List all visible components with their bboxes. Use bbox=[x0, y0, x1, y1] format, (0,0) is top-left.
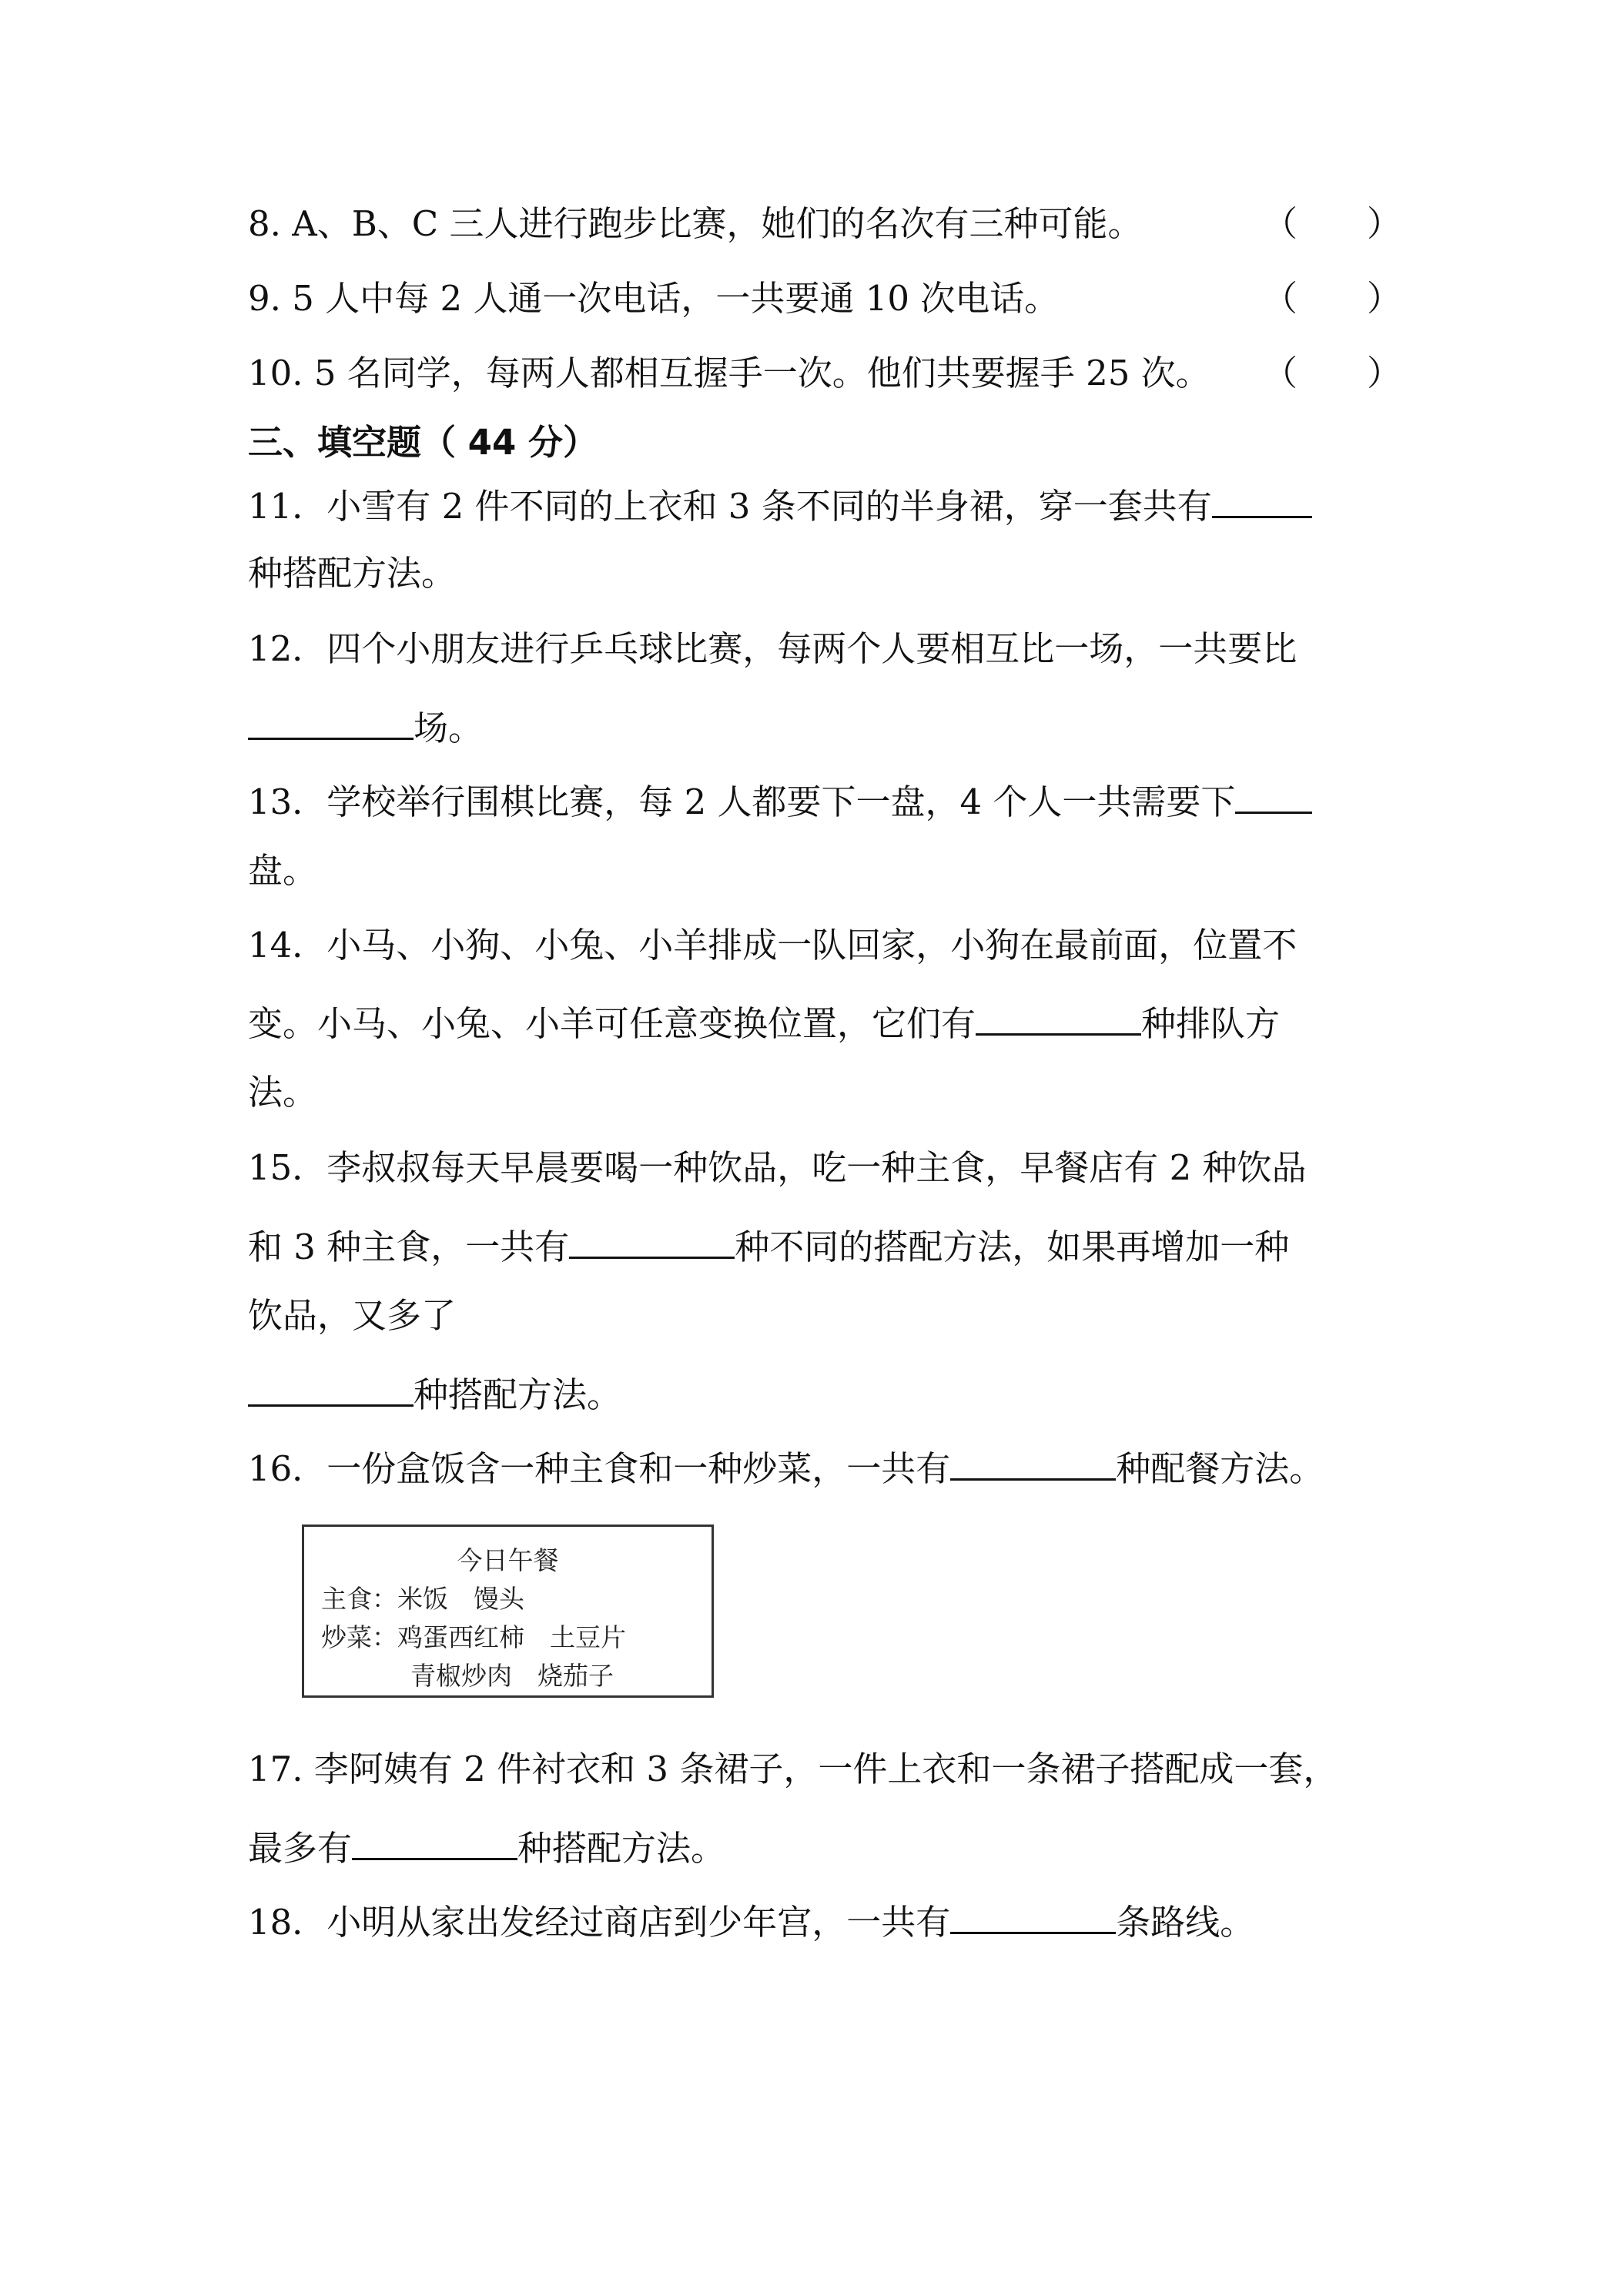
answer-paren-10[interactable]: （ ） bbox=[1263, 353, 1402, 393]
question-13-text-2: 盘。 bbox=[248, 850, 318, 891]
question-11-text: 11．小雪有 2 件不同的上衣和 3 条不同的半身裙，穿一套共有 bbox=[248, 486, 1212, 527]
answer-blank-18[interactable] bbox=[950, 1899, 1116, 1934]
question-15 bbox=[248, 1147, 1307, 1188]
question-17-text: 17. 李阿姨有 2 件衬衣和 3 条裙子，一件上衣和一条裙子搭配成一套， bbox=[248, 1749, 1338, 1789]
question-17-text-3: 种搭配方法。 bbox=[517, 1828, 726, 1869]
answer-blank-16[interactable] bbox=[950, 1446, 1116, 1481]
question-12 bbox=[248, 628, 1298, 669]
question-15-text-2: 和 3 种主食，一共有 bbox=[248, 1227, 570, 1267]
question-10-text: 10. 5 名同学，每两人都相互握手一次。他们共要握手 25 次。 bbox=[248, 353, 1210, 393]
question-12-text: 12．四个小朋友进行乒乓球比赛，每两个人要相互比一场，一共要比 bbox=[248, 628, 1298, 669]
menu-staples: 米饭 馒头 bbox=[397, 1584, 524, 1614]
menu-dishes-2: 青椒炒肉 烧茄子 bbox=[410, 1661, 614, 1691]
question-11 bbox=[248, 484, 1312, 527]
question-13-cont bbox=[248, 850, 318, 891]
question-14-cont-2 bbox=[248, 1072, 318, 1113]
section-heading: 三、填空题（ 44 分） bbox=[248, 422, 598, 463]
menu-title: 今日午餐 bbox=[457, 1545, 559, 1575]
question-18-text: 18．小明从家出发经过商店到少年宫，一共有 bbox=[248, 1902, 951, 1943]
question-15-text: 15．李叔叔每天早晨要喝一种饮品，吃一种主食，早餐店有 2 种饮品 bbox=[248, 1147, 1307, 1188]
question-17-text-2: 最多有 bbox=[248, 1828, 353, 1869]
answer-blank-11[interactable] bbox=[1212, 484, 1312, 518]
question-12-cont bbox=[248, 705, 484, 748]
question-18 bbox=[248, 1899, 1255, 1943]
answer-blank-13[interactable] bbox=[1235, 779, 1312, 814]
answer-blank-15a[interactable] bbox=[569, 1224, 735, 1259]
answer-paren-8[interactable]: （ ） bbox=[1263, 203, 1402, 244]
menu-dishes-row-1 bbox=[321, 1618, 626, 1654]
question-12-text-2: 场。 bbox=[414, 708, 484, 748]
question-17 bbox=[248, 1749, 1338, 1789]
question-16-text: 16．一份盒饭含一种主食和一种炒菜，一共有 bbox=[248, 1448, 951, 1489]
question-13 bbox=[248, 779, 1312, 822]
answer-blank-14[interactable] bbox=[976, 1001, 1141, 1036]
answer-blank-12[interactable] bbox=[248, 705, 414, 740]
question-15-cont bbox=[248, 1224, 1290, 1267]
question-15-text-5: 种搭配方法。 bbox=[414, 1374, 622, 1415]
answer-paren-9[interactable]: （ ） bbox=[1263, 278, 1402, 319]
menu-dish-label: 炒菜： bbox=[321, 1622, 397, 1652]
question-15-text-4: 饮品，又多了 bbox=[248, 1295, 457, 1336]
question-13-text: 13．学校举行围棋比赛，每 2 人都要下一盘，4 个人一共需要下 bbox=[248, 782, 1236, 822]
question-9 bbox=[248, 278, 1060, 319]
question-14-text-2: 变。小马、小兔、小羊可任意变换位置，它们有 bbox=[248, 1003, 976, 1044]
question-8 bbox=[248, 203, 1143, 244]
question-14-text: 14．小马、小狗、小兔、小羊排成一队回家，小狗在最前面，位置不 bbox=[248, 925, 1298, 966]
question-14-cont bbox=[248, 1001, 1281, 1044]
question-11-text-2: 种搭配方法。 bbox=[248, 553, 457, 594]
answer-blank-17[interactable] bbox=[352, 1826, 517, 1860]
question-18-text-2: 条路线。 bbox=[1116, 1902, 1255, 1943]
question-16-text-2: 种配餐方法。 bbox=[1116, 1448, 1324, 1489]
menu-staple-label: 主食： bbox=[321, 1584, 397, 1614]
menu-staples-row bbox=[321, 1579, 524, 1615]
question-11-cont bbox=[248, 553, 457, 594]
answer-blank-15b[interactable] bbox=[248, 1372, 414, 1407]
question-16 bbox=[248, 1446, 1324, 1489]
menu-dishes-row-2 bbox=[410, 1656, 614, 1692]
question-14 bbox=[248, 925, 1298, 966]
question-8-text: 8. A、B、C 三人进行跑步比赛，她们的名次有三种可能。 bbox=[248, 203, 1143, 244]
question-15-cont-2 bbox=[248, 1295, 457, 1336]
question-15-cont-3 bbox=[248, 1372, 622, 1415]
menu-dishes-1: 鸡蛋西红柿 土豆片 bbox=[397, 1622, 626, 1652]
question-14-text-4: 法。 bbox=[248, 1072, 318, 1113]
question-14-text-3: 种排队方 bbox=[1141, 1003, 1281, 1044]
question-17-cont bbox=[248, 1826, 726, 1869]
lunch-menu-box bbox=[302, 1525, 714, 1698]
question-15-text-3: 种不同的搭配方法，如果再增加一种 bbox=[735, 1227, 1290, 1267]
question-10 bbox=[248, 353, 1210, 393]
question-9-text: 9. 5 人中每 2 人通一次电话，一共要通 10 次电话。 bbox=[248, 278, 1060, 319]
